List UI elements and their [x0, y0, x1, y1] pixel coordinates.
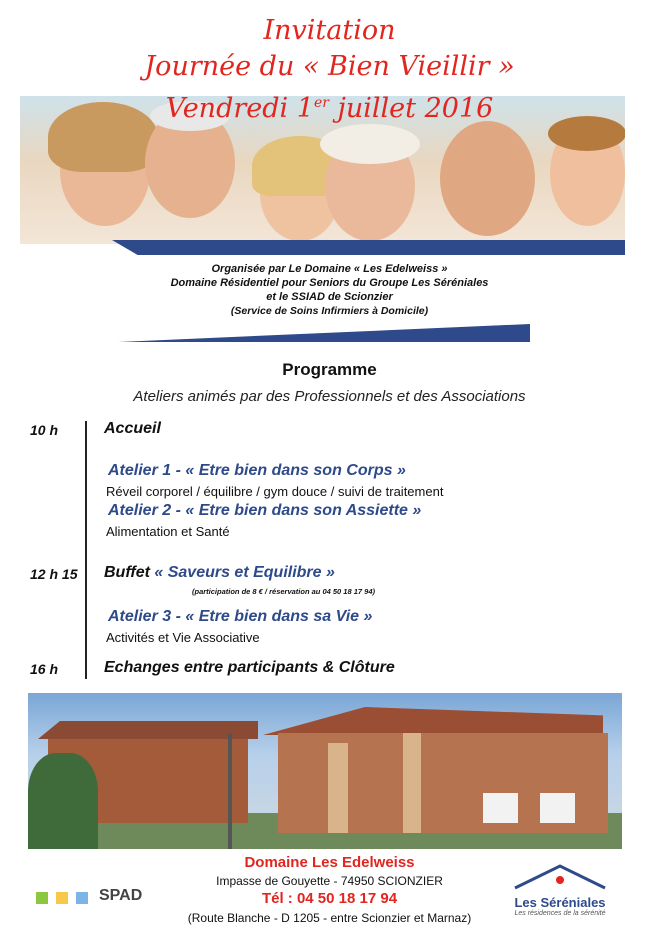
buffet-note: (participation de 8 € / réservation au 04 50 18 17 94) [192, 587, 375, 596]
time-12h15: 12 h 15 [30, 566, 78, 582]
top-band [112, 240, 625, 255]
closing-label: Echanges entre participants & Clôture [104, 659, 395, 676]
organizer-line-3: et le SSIAD de Scionzier [266, 291, 393, 303]
time-10h: 10 h [30, 422, 59, 438]
atelier-3-title: Atelier 3 - « Etre bien dans sa Vie » [108, 608, 373, 625]
atelier-2-title: Atelier 2 - « Etre bien dans son Assiette » [108, 502, 422, 519]
accueil-label: Accueil [104, 420, 161, 437]
event-date: Vendredi 1er juillet 2016 [165, 93, 494, 124]
les-sereniales-logo [505, 862, 615, 932]
spad-square-blue [76, 892, 88, 904]
organizer-line-2: Domaine Résidentiel pour Seniors du Groupe Les Séréniales [170, 277, 489, 289]
logo-tagline: Les résidences de la sérénité [514, 910, 606, 917]
footer-name: Domaine Les Edelweiss [244, 854, 415, 871]
atelier-2-desc: Alimentation et Santé [106, 524, 230, 539]
logo-name: Les Séréniales [514, 895, 606, 910]
organizer-line-4: (Service de Soins Infirmiers à Domicile) [230, 305, 429, 317]
spad-square-yellow [56, 892, 68, 904]
buffet-label: Buffet « Saveurs et Equilibre » [104, 564, 335, 581]
spad-square-green [36, 892, 48, 904]
timeline-line [85, 421, 87, 679]
invitation-title: Invitation [263, 15, 396, 46]
buffet-title: « Saveurs et Equilibre » [154, 564, 335, 581]
building-photo [28, 693, 622, 849]
atelier-3-desc: Activités et Vie Associative [106, 630, 260, 645]
organizer-line-1: Organisée par Le Domaine « Les Edelweiss » [211, 263, 448, 275]
time-16h: 16 h [30, 661, 59, 677]
footer-route: (Route Blanche - D 1205 - entre Scionzier et Marnaz) [187, 911, 472, 925]
bottom-band [118, 324, 530, 342]
footer-address: Impasse de Gouyette - 74950 SCIONZIER [216, 874, 443, 888]
atelier-1-desc: Réveil corporel / équilibre / gym douce / suivi de traitement [106, 484, 444, 499]
programme-subtitle: Ateliers animés par des Professionnels et des Associations [133, 388, 526, 405]
programme-title: Programme [282, 360, 377, 379]
event-title: Journée du « Bien Vieillir » [144, 51, 515, 82]
spad-logo-text: SPAD [99, 887, 143, 904]
house-roof-icon [505, 862, 615, 890]
atelier-1-title: Atelier 1 - « Etre bien dans son Corps » [108, 462, 406, 479]
footer-phone: Tél : 04 50 18 17 94 [261, 890, 398, 907]
